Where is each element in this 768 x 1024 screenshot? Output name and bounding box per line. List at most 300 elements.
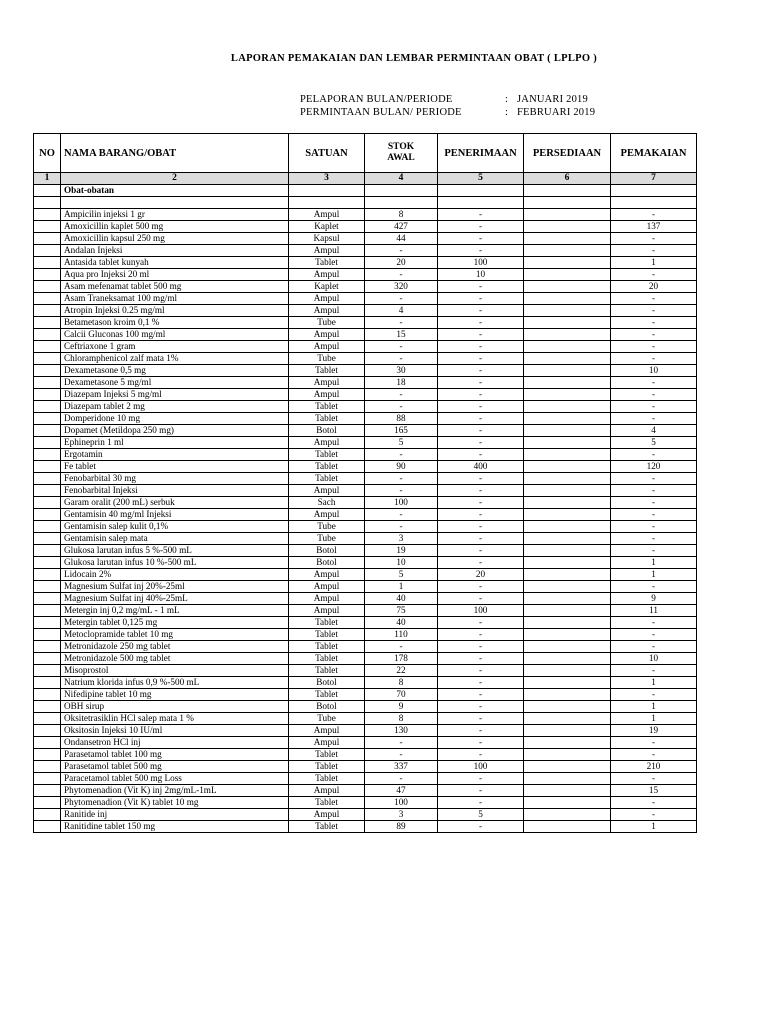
unit-cell: Ampul xyxy=(289,329,365,341)
usage-cell: 5 xyxy=(611,437,697,449)
empty-cell xyxy=(289,185,365,197)
receipt-cell: - xyxy=(438,797,524,809)
header-stock-line2: AWAL xyxy=(387,153,415,163)
stock-cell: 44 xyxy=(365,233,438,245)
supply-cell xyxy=(524,389,611,401)
usage-cell: - xyxy=(611,665,697,677)
unit-cell: Ampul xyxy=(289,437,365,449)
unit-cell: Ampul xyxy=(289,269,365,281)
spacer-row xyxy=(34,197,697,209)
empty-cell xyxy=(34,197,61,209)
row-no-cell xyxy=(34,713,61,725)
row-no-cell xyxy=(34,461,61,473)
drug-name-cell: Ranitide inj xyxy=(61,809,289,821)
table-row xyxy=(34,401,697,413)
supply-cell xyxy=(524,605,611,617)
stock-cell: 20 xyxy=(365,257,438,269)
stock-cell: - xyxy=(365,245,438,257)
supply-cell xyxy=(524,485,611,497)
drug-name-cell: Nifedipine tablet 10 mg xyxy=(61,689,289,701)
request-period-colon: : xyxy=(505,107,509,118)
drug-name-cell: Gentamisin 40 mg/ml Injeksi xyxy=(61,509,289,521)
row-no-cell xyxy=(34,377,61,389)
unit-cell: Tablet xyxy=(289,821,365,833)
drug-name-cell: Misoprostol xyxy=(61,665,289,677)
receipt-cell: - xyxy=(438,317,524,329)
row-no-cell xyxy=(34,449,61,461)
receipt-cell: - xyxy=(438,653,524,665)
supply-cell xyxy=(524,281,611,293)
supply-cell xyxy=(524,377,611,389)
row-no-cell xyxy=(34,689,61,701)
receipt-cell: 20 xyxy=(438,569,524,581)
drug-name-cell: Amoxicillin kaplet 500 mg xyxy=(61,221,289,233)
table-row xyxy=(34,413,697,425)
row-no-cell xyxy=(34,509,61,521)
receipt-cell: - xyxy=(438,773,524,785)
supply-cell xyxy=(524,521,611,533)
usage-cell: - xyxy=(611,641,697,653)
stock-cell: 178 xyxy=(365,653,438,665)
usage-cell: - xyxy=(611,233,697,245)
supply-cell xyxy=(524,413,611,425)
empty-cell xyxy=(365,197,438,209)
row-no-cell xyxy=(34,317,61,329)
drug-name-cell: Fenobarbital 30 mg xyxy=(61,473,289,485)
receipt-cell: - xyxy=(438,713,524,725)
stock-cell: 70 xyxy=(365,689,438,701)
unit-cell: Tablet xyxy=(289,749,365,761)
reporting-period-value: JANUARI 2019 xyxy=(517,94,588,105)
unit-cell: Tablet xyxy=(289,761,365,773)
table-row xyxy=(34,365,697,377)
usage-cell: - xyxy=(611,293,697,305)
drug-name-cell: Glukosa larutan infus 5 %-500 mL xyxy=(61,545,289,557)
receipt-cell: - xyxy=(438,437,524,449)
receipt-cell: - xyxy=(438,449,524,461)
usage-cell: - xyxy=(611,413,697,425)
empty-cell xyxy=(365,185,438,197)
column-number-row xyxy=(34,173,697,185)
usage-cell: - xyxy=(611,809,697,821)
unit-cell: Sach xyxy=(289,497,365,509)
table-row xyxy=(34,233,697,245)
supply-cell xyxy=(524,329,611,341)
reporting-period-label: PELAPORAN BULAN/PERIODE xyxy=(300,94,453,105)
drug-name-cell: Natrium klorida infus 0,9 %-500 mL xyxy=(61,677,289,689)
stock-cell: 100 xyxy=(365,497,438,509)
table-row xyxy=(34,617,697,629)
table-row xyxy=(34,449,697,461)
unit-cell: Ampul xyxy=(289,581,365,593)
row-no-cell xyxy=(34,809,61,821)
usage-cell: - xyxy=(611,545,697,557)
empty-cell xyxy=(524,185,611,197)
usage-cell: - xyxy=(611,317,697,329)
supply-cell xyxy=(524,533,611,545)
row-no-cell xyxy=(34,485,61,497)
usage-cell: - xyxy=(611,497,697,509)
receipt-cell: - xyxy=(438,581,524,593)
stock-cell: 5 xyxy=(365,437,438,449)
drug-name-cell: Andalan Injeksi xyxy=(61,245,289,257)
row-no-cell xyxy=(34,269,61,281)
supply-cell xyxy=(524,713,611,725)
drug-name-cell: Amoxicillin kapsul 250 mg xyxy=(61,233,289,245)
usage-cell: - xyxy=(611,773,697,785)
receipt-cell: - xyxy=(438,209,524,221)
stock-cell: 15 xyxy=(365,329,438,341)
unit-cell: Botol xyxy=(289,677,365,689)
usage-cell: - xyxy=(611,209,697,221)
supply-cell xyxy=(524,461,611,473)
table-row xyxy=(34,293,697,305)
table-row xyxy=(34,497,697,509)
row-no-cell xyxy=(34,353,61,365)
drug-name-cell: Ranitidine tablet 150 mg xyxy=(61,821,289,833)
receipt-cell: - xyxy=(438,425,524,437)
supply-cell xyxy=(524,773,611,785)
usage-cell: 1 xyxy=(611,713,697,725)
usage-cell: - xyxy=(611,617,697,629)
drug-name-cell: Dexametasone 0,5 mg xyxy=(61,365,289,377)
column-number: 6 xyxy=(524,173,611,185)
unit-cell: Tablet xyxy=(289,413,365,425)
row-no-cell xyxy=(34,533,61,545)
stock-cell: - xyxy=(365,521,438,533)
row-no-cell xyxy=(34,413,61,425)
drug-name-cell: Domperidone 10 mg xyxy=(61,413,289,425)
receipt-cell: - xyxy=(438,233,524,245)
stock-cell: 89 xyxy=(365,821,438,833)
table-row xyxy=(34,533,697,545)
drug-name-cell: Phytomenadion (Vit K) tablet 10 mg xyxy=(61,797,289,809)
drug-name-cell: Gentamisin salep mata xyxy=(61,533,289,545)
row-no-cell xyxy=(34,389,61,401)
unit-cell: Ampul xyxy=(289,485,365,497)
supply-cell xyxy=(524,209,611,221)
table-row xyxy=(34,785,697,797)
supply-cell xyxy=(524,701,611,713)
drug-name-cell: Asam Traneksamat 100 mg/ml xyxy=(61,293,289,305)
supply-cell xyxy=(524,269,611,281)
usage-cell: - xyxy=(611,401,697,413)
drug-name-cell: Dexametasone 5 mg/ml xyxy=(61,377,289,389)
table-row xyxy=(34,281,697,293)
supply-cell xyxy=(524,365,611,377)
supply-cell xyxy=(524,437,611,449)
request-period-value: FEBRUARI 2019 xyxy=(517,107,596,118)
drug-name-cell: Parasetamol tablet 100 mg xyxy=(61,749,289,761)
supply-cell xyxy=(524,425,611,437)
receipt-cell: - xyxy=(438,749,524,761)
supply-cell xyxy=(524,293,611,305)
receipt-cell: - xyxy=(438,641,524,653)
drug-name-cell: Metronidazole 250 mg tablet xyxy=(61,641,289,653)
usage-cell: 137 xyxy=(611,221,697,233)
stock-cell: - xyxy=(365,509,438,521)
unit-cell: Tablet xyxy=(289,665,365,677)
drug-name-cell: Magnesium Sulfat inj 20%-25ml xyxy=(61,581,289,593)
table-row xyxy=(34,701,697,713)
table-row xyxy=(34,353,697,365)
row-no-cell xyxy=(34,665,61,677)
receipt-cell: - xyxy=(438,509,524,521)
usage-cell: 10 xyxy=(611,653,697,665)
stock-cell: - xyxy=(365,737,438,749)
usage-cell: - xyxy=(611,689,697,701)
receipt-cell: - xyxy=(438,389,524,401)
row-no-cell xyxy=(34,581,61,593)
stock-cell: - xyxy=(365,293,438,305)
stock-cell: 22 xyxy=(365,665,438,677)
receipt-cell: - xyxy=(438,593,524,605)
lplpo-table xyxy=(33,133,697,833)
usage-cell: - xyxy=(611,749,697,761)
usage-cell: 1 xyxy=(611,677,697,689)
receipt-cell: - xyxy=(438,821,524,833)
row-no-cell xyxy=(34,569,61,581)
usage-cell: - xyxy=(611,389,697,401)
unit-cell: Ampul xyxy=(289,293,365,305)
unit-cell: Tube xyxy=(289,713,365,725)
table-row xyxy=(34,809,697,821)
stock-cell: 47 xyxy=(365,785,438,797)
supply-cell xyxy=(524,737,611,749)
row-no-cell xyxy=(34,653,61,665)
row-no-cell xyxy=(34,785,61,797)
supply-cell xyxy=(524,677,611,689)
table-row xyxy=(34,473,697,485)
header-row xyxy=(34,134,697,173)
unit-cell: Tablet xyxy=(289,473,365,485)
drug-name-cell: Asam mefenamat tablet 500 mg xyxy=(61,281,289,293)
stock-cell: 110 xyxy=(365,629,438,641)
header-unit: SATUAN xyxy=(289,134,365,173)
drug-name-cell: Ephineprin 1 ml xyxy=(61,437,289,449)
usage-cell: 210 xyxy=(611,761,697,773)
unit-cell: Tablet xyxy=(289,461,365,473)
unit-cell: Tube xyxy=(289,317,365,329)
section-no-cell xyxy=(34,185,61,197)
table-row xyxy=(34,713,697,725)
unit-cell: Tablet xyxy=(289,449,365,461)
usage-cell: - xyxy=(611,377,697,389)
drug-name-cell: Fenobarbital Injeksi xyxy=(61,485,289,497)
stock-cell: 9 xyxy=(365,701,438,713)
drug-name-cell: Metergin tablet 0,125 mg xyxy=(61,617,289,629)
section-row xyxy=(34,185,697,197)
drug-name-cell: Calcii Gluconas 100 mg/ml xyxy=(61,329,289,341)
empty-cell xyxy=(438,197,524,209)
unit-cell: Kaplet xyxy=(289,221,365,233)
empty-cell xyxy=(611,197,697,209)
unit-cell: Tablet xyxy=(289,773,365,785)
stock-cell: 30 xyxy=(365,365,438,377)
reporting-period-row xyxy=(300,93,588,106)
drug-name-cell: Diazepam Injeksi 5 mg/ml xyxy=(61,389,289,401)
receipt-cell: - xyxy=(438,689,524,701)
table-row xyxy=(34,629,697,641)
table-row xyxy=(34,317,697,329)
table-row xyxy=(34,821,697,833)
receipt-cell: - xyxy=(438,725,524,737)
usage-cell: - xyxy=(611,521,697,533)
header-usage: PEMAKAIAN xyxy=(611,134,697,173)
stock-cell: - xyxy=(365,749,438,761)
stock-cell: 5 xyxy=(365,569,438,581)
supply-cell xyxy=(524,761,611,773)
header-no: NO xyxy=(34,134,61,173)
unit-cell: Ampul xyxy=(289,209,365,221)
row-no-cell xyxy=(34,593,61,605)
usage-cell: - xyxy=(611,485,697,497)
stock-cell: 75 xyxy=(365,605,438,617)
stock-cell: - xyxy=(365,485,438,497)
usage-cell: - xyxy=(611,341,697,353)
row-no-cell xyxy=(34,521,61,533)
stock-cell: 88 xyxy=(365,413,438,425)
usage-cell: - xyxy=(611,329,697,341)
usage-cell: - xyxy=(611,533,697,545)
stock-cell: - xyxy=(365,353,438,365)
header-supply: PERSEDIAAN xyxy=(524,134,611,173)
row-no-cell xyxy=(34,677,61,689)
row-no-cell xyxy=(34,797,61,809)
unit-cell: Tablet xyxy=(289,797,365,809)
unit-cell: Ampul xyxy=(289,305,365,317)
usage-cell: 1 xyxy=(611,821,697,833)
row-no-cell xyxy=(34,497,61,509)
table-row xyxy=(34,773,697,785)
drug-name-cell: Metoclopramide tablet 10 mg xyxy=(61,629,289,641)
receipt-cell: - xyxy=(438,485,524,497)
empty-cell xyxy=(524,197,611,209)
row-no-cell xyxy=(34,773,61,785)
table-body xyxy=(34,185,697,833)
usage-cell: 4 xyxy=(611,425,697,437)
unit-cell: Botol xyxy=(289,557,365,569)
row-no-cell xyxy=(34,545,61,557)
receipt-cell: - xyxy=(438,533,524,545)
stock-cell: 8 xyxy=(365,209,438,221)
receipt-cell: 10 xyxy=(438,269,524,281)
receipt-cell: - xyxy=(438,677,524,689)
drug-name-cell: Aqua pro Injeksi 20 ml xyxy=(61,269,289,281)
stock-cell: 8 xyxy=(365,677,438,689)
unit-cell: Tablet xyxy=(289,653,365,665)
row-no-cell xyxy=(34,401,61,413)
unit-cell: Botol xyxy=(289,701,365,713)
stock-cell: - xyxy=(365,317,438,329)
usage-cell: - xyxy=(611,737,697,749)
supply-cell xyxy=(524,221,611,233)
drug-name-cell: Metronidazole 500 mg tablet xyxy=(61,653,289,665)
supply-cell xyxy=(524,353,611,365)
usage-cell: - xyxy=(611,269,697,281)
unit-cell: Tablet xyxy=(289,365,365,377)
drug-name-cell: Ondansetron HCl inj xyxy=(61,737,289,749)
drug-name-cell: Gentamisin salep kulit 0,1% xyxy=(61,521,289,533)
column-number: 2 xyxy=(61,173,289,185)
column-number: 5 xyxy=(438,173,524,185)
unit-cell: Botol xyxy=(289,545,365,557)
row-no-cell xyxy=(34,257,61,269)
drug-name-cell: Atropin Injeksi 0.25 mg/ml xyxy=(61,305,289,317)
row-no-cell xyxy=(34,233,61,245)
reporting-period-colon: : xyxy=(505,94,509,105)
receipt-cell: 100 xyxy=(438,257,524,269)
stock-cell: 100 xyxy=(365,797,438,809)
unit-cell: Ampul xyxy=(289,377,365,389)
stock-cell: 40 xyxy=(365,617,438,629)
row-no-cell xyxy=(34,341,61,353)
supply-cell xyxy=(524,749,611,761)
unit-cell: Ampul xyxy=(289,569,365,581)
request-period-row xyxy=(300,106,595,119)
drug-name-cell: Ampicilin injeksi 1 gr xyxy=(61,209,289,221)
column-number: 3 xyxy=(289,173,365,185)
receipt-cell: - xyxy=(438,341,524,353)
unit-cell: Ampul xyxy=(289,725,365,737)
unit-cell: Botol xyxy=(289,425,365,437)
receipt-cell: - xyxy=(438,497,524,509)
table-row xyxy=(34,209,697,221)
receipt-cell: - xyxy=(438,365,524,377)
row-no-cell xyxy=(34,749,61,761)
column-number: 1 xyxy=(34,173,61,185)
stock-cell: 130 xyxy=(365,725,438,737)
receipt-cell: 100 xyxy=(438,761,524,773)
supply-cell xyxy=(524,305,611,317)
table-row xyxy=(34,593,697,605)
stock-cell: - xyxy=(365,773,438,785)
row-no-cell xyxy=(34,293,61,305)
unit-cell: Ampul xyxy=(289,605,365,617)
row-no-cell xyxy=(34,245,61,257)
supply-cell xyxy=(524,233,611,245)
table-row xyxy=(34,221,697,233)
empty-cell xyxy=(611,185,697,197)
header-receipt: PENERIMAAN xyxy=(438,134,524,173)
unit-cell: Kapsul xyxy=(289,233,365,245)
receipt-cell: - xyxy=(438,329,524,341)
stock-cell: 10 xyxy=(365,557,438,569)
usage-cell: - xyxy=(611,797,697,809)
supply-cell xyxy=(524,665,611,677)
table-row xyxy=(34,797,697,809)
supply-cell xyxy=(524,581,611,593)
usage-cell: 19 xyxy=(611,725,697,737)
receipt-cell: - xyxy=(438,545,524,557)
receipt-cell: - xyxy=(438,377,524,389)
row-no-cell xyxy=(34,701,61,713)
table-row xyxy=(34,461,697,473)
supply-cell xyxy=(524,725,611,737)
receipt-cell: - xyxy=(438,617,524,629)
drug-name-cell: Glukosa larutan infus 10 %-500 mL xyxy=(61,557,289,569)
stock-cell: - xyxy=(365,389,438,401)
table-row xyxy=(34,341,697,353)
unit-cell: Tablet xyxy=(289,257,365,269)
usage-cell: 1 xyxy=(611,569,697,581)
row-no-cell xyxy=(34,281,61,293)
unit-cell: Ampul xyxy=(289,809,365,821)
supply-cell xyxy=(524,245,611,257)
receipt-cell: - xyxy=(438,293,524,305)
drug-name-cell: Lidocain 2% xyxy=(61,569,289,581)
table-row xyxy=(34,425,697,437)
